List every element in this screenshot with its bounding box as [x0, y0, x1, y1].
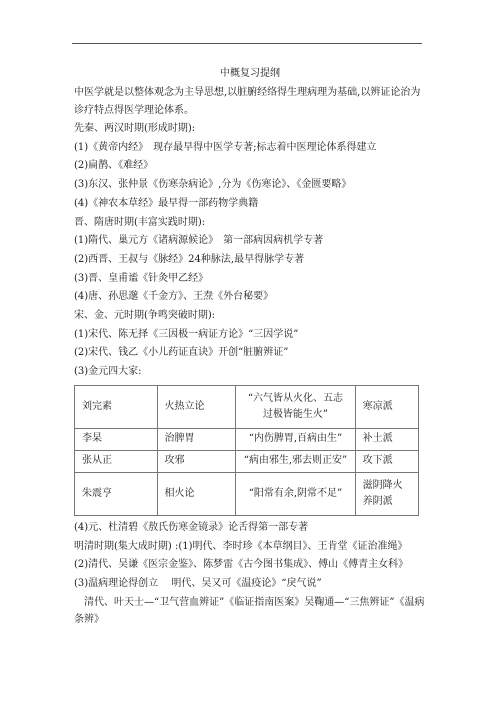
- table-cell: “阳常有余,阴常不足”: [236, 472, 355, 515]
- list-item: (2)西晋、王叔与《脉经》24种脉法,最早得脉学专著: [74, 253, 305, 265]
- doc-title: 中概复习提纲: [220, 68, 280, 79]
- table-cell: 李杲: [75, 428, 158, 450]
- table-cell: 攻邪: [157, 450, 236, 472]
- table-cell: 火热立论: [157, 385, 236, 428]
- table-cell: 滋阴降火 养阴派: [355, 472, 418, 515]
- table-row: [75, 428, 419, 450]
- four-masters-table: [74, 385, 419, 516]
- table-cell: 相火论: [157, 472, 236, 515]
- table-cell: 攻下派: [355, 450, 418, 472]
- table-cell: “病由邪生,邪去则正安”: [236, 450, 355, 472]
- closing-paragraph: 清代、叶天士—“卫气营血辨证”《临证指南医案》吴鞠通—“三焦辨证”《温病条辨》: [74, 596, 425, 625]
- list-item: (4)元、杜清碧《敖氏伤寒金镜录》论舌得第一部专著: [74, 521, 309, 533]
- list-item: (4)唐、孙思邈《千金方》、王焘《外台秘要》: [74, 291, 274, 303]
- section-heading-jin-sui-tang: 晋、隋唐时期(丰富实践时期):: [74, 216, 206, 228]
- table-cell: “六气皆从火化、五志过极皆能生火”: [236, 385, 355, 428]
- list-item: (1)《黄帝内经》 现存最早得中医学专著;标志着中医理论体系得建立: [74, 141, 377, 153]
- list-item: (1)隋代、巢元方《诸病源候论》 第一部病因病机学专著: [74, 235, 324, 247]
- section-heading-qin-han: 先秦、两汉时期(形成时期):: [74, 123, 196, 134]
- list-item: (3)金元四大家:: [74, 366, 142, 378]
- list-item: (4)《神农本草经》最早得一部药物学典籍: [74, 197, 259, 209]
- table-cell: 朱震亨: [75, 472, 158, 515]
- list-item: (2)清代、吴谦《医宗金鉴》、陈梦雷《古今图书集成》、傅山《傅青主女科》: [74, 559, 409, 571]
- table-cell: “内伤脾胃,百病由生”: [236, 428, 355, 450]
- table-cell: 治脾胃: [157, 428, 236, 450]
- document-page: [74, 64, 426, 628]
- list-item: (2)宋代、钱乙《小儿药证直诀》开创“脏腑辨证”: [74, 347, 289, 359]
- intro-paragraph: 中医学就是以整体观念为主导思想,以脏腑经络得生理病理为基础,以辨证论治为诊疗特点得医学理论体系。: [74, 87, 421, 116]
- list-item: (3)东汉、张仲景《伤寒杂病论》,分为《伤寒论》、《金匮要略》: [74, 179, 352, 191]
- list-item: 明清时期(集大成时期) :(1)明代、李时珍《本草纲目》、王肯堂《证治准绳》: [74, 540, 408, 552]
- list-item: (2)扁鹊、《难经》: [74, 160, 154, 172]
- header-rule: [72, 43, 422, 44]
- table-cell: 张从正: [75, 450, 158, 472]
- list-item: (1)宋代、陈无择《三因极一病证方论》“三因学说”: [74, 328, 299, 340]
- list-item: (3)晋、皇甫谧《针灸甲乙经》: [74, 272, 209, 284]
- list-item: (3)温病理论得创立 明代、吴又可《温疫论》“戾气说”: [74, 577, 322, 589]
- table-cell: 刘完素: [75, 385, 158, 428]
- table-cell: 寒凉派: [355, 385, 418, 428]
- section-heading-song-jin-yuan: 宋、金、元时期(争鸣突破时期):: [74, 310, 216, 322]
- table-row: [75, 472, 419, 515]
- table-row: [75, 385, 419, 428]
- table-cell: 补土派: [355, 428, 418, 450]
- table-row: [75, 450, 419, 472]
